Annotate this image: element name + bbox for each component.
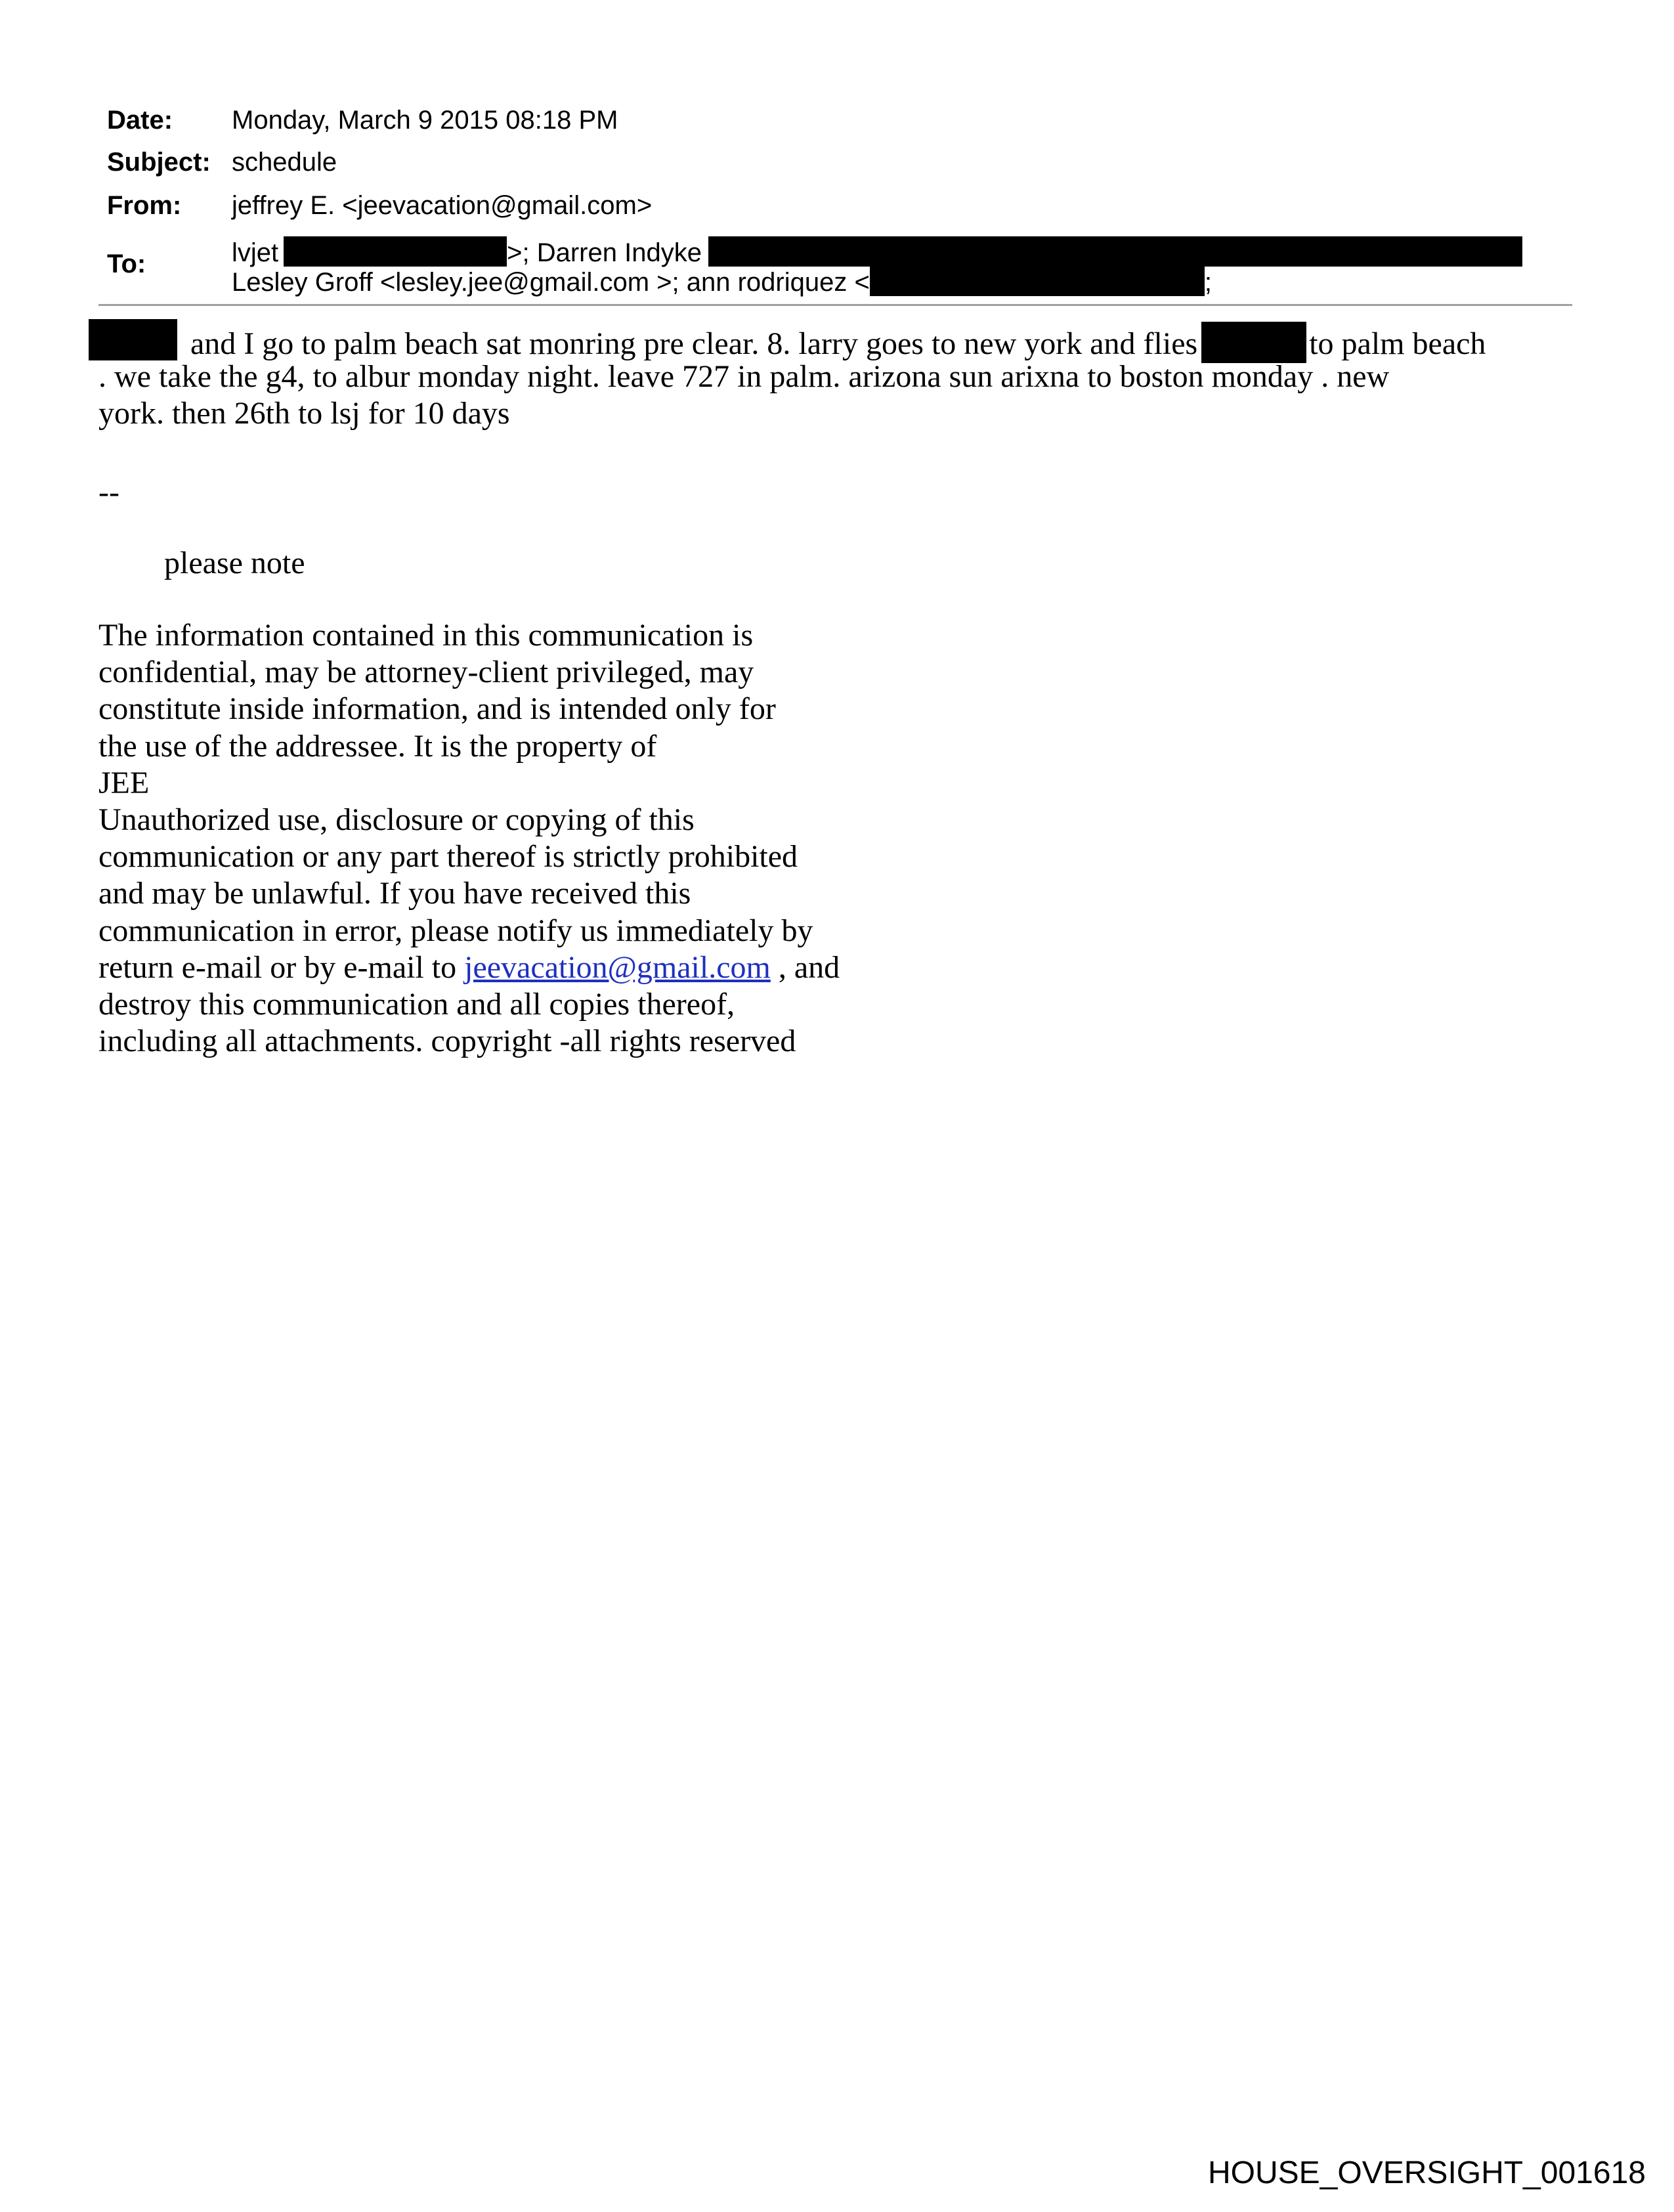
- body-line-3: york. then 26th to lsj for 10 days: [98, 396, 510, 431]
- date-label: Date:: [107, 106, 173, 135]
- body-line-1-text-b: to palm beach: [1309, 326, 1486, 361]
- please-note: please note: [164, 546, 305, 580]
- disclaimer-line: the use of the addressee. It is the property of: [98, 728, 657, 764]
- from-label: From:: [107, 191, 182, 220]
- redaction-box: [89, 319, 177, 360]
- disclaimer: [98, 617, 840, 1060]
- disclaimer-line: constitute inside information, and is intended only for: [98, 691, 776, 727]
- to-line-2: [232, 266, 1212, 296]
- disclaimer-line: including all attachments. copyright -all rights reserved: [98, 1024, 796, 1059]
- redaction-box: [1201, 322, 1306, 363]
- to-recipient-darren: >; Darren Indyke: [507, 238, 702, 267]
- message-body: [98, 322, 1486, 432]
- email-link[interactable]: jeevacation@gmail.com: [464, 949, 771, 985]
- to-recipient-lesley-ann: Lesley Groff <lesley.jee@gmail.com >; ann rodriquez <: [232, 268, 870, 297]
- to-label: To:: [107, 249, 146, 278]
- disclaimer-line: communication in error, please notify us immediately by: [98, 913, 813, 948]
- to-line-1: [232, 236, 1522, 267]
- body-line-1-text-a: and I go to palm beach sat monring pre clear. 8. larry goes to new york and flies: [190, 326, 1198, 361]
- from-value: jeffrey E. <jeevacation@gmail.com>: [232, 191, 653, 220]
- redaction-box: [870, 266, 1205, 296]
- signature-separator: --: [98, 475, 119, 510]
- disclaimer-line: JEE: [98, 765, 150, 800]
- date-value: Monday, March 9 2015 08:18 PM: [232, 106, 618, 135]
- disclaimer-line-10-a: return e-mail or by e-mail to: [98, 949, 465, 985]
- header-divider: [98, 304, 1572, 306]
- disclaimer-line: communication or any part thereof is strictly prohibited: [98, 839, 798, 875]
- disclaimer-line: and may be unlawful. If you have received this: [98, 876, 691, 911]
- disclaimer-line: confidential, may be attorney-client privileged, may: [98, 655, 754, 690]
- subject-value: schedule: [232, 148, 337, 177]
- disclaimer-line: destroy this communication and all copies thereof,: [98, 987, 735, 1022]
- disclaimer-line: The information contained in this communication is: [98, 618, 754, 653]
- disclaimer-line: Unauthorized use, disclosure or copying of this: [98, 802, 695, 838]
- disclaimer-line: [98, 949, 840, 986]
- to-recipient-lvjet: lvjet: [232, 238, 279, 267]
- body-line-1: [98, 322, 1486, 361]
- redaction-box: [284, 236, 507, 267]
- disclaimer-line-10-b: , and: [770, 949, 840, 985]
- bates-number: HOUSE_OVERSIGHT_001618: [1208, 2156, 1646, 2190]
- to-terminator: ;: [1204, 268, 1212, 297]
- redaction-box: [708, 236, 1522, 267]
- subject-label: Subject:: [107, 148, 211, 177]
- body-line-2: . we take the g4, to albur monday night. leave 727 in palm. arizona sun arixna to boston monday . new: [98, 359, 1390, 394]
